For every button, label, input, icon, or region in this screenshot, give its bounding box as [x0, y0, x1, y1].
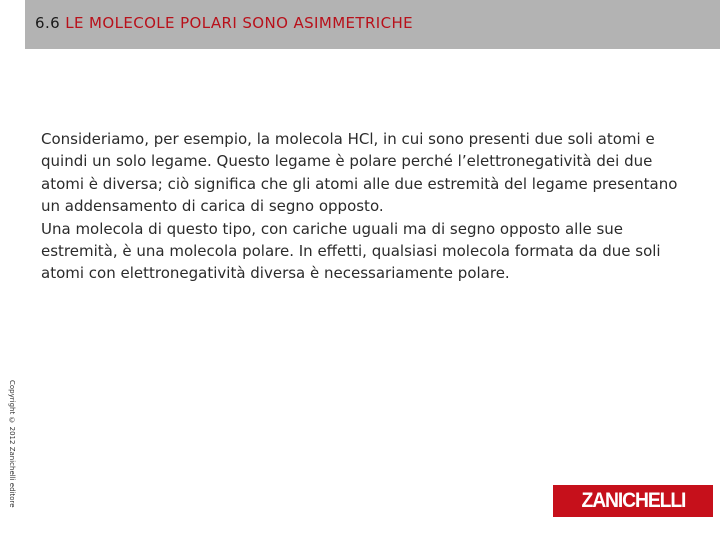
- section-number: 6.6: [35, 14, 61, 32]
- header-bar: [25, 0, 720, 49]
- copyright-notice: Copyright © 2012 Zanichelli editore: [8, 380, 16, 508]
- paragraph-1: Consideriamo, per esempio, la molecola HCl, in cui sono presenti due soli atomi e quindi un solo legame. Questo legame è polare perché l’elettronegatività dei due atomi è diversa; ciò significa che gli atomi alle due estremità del legame presentano un addensamento di carica di segno opposto.: [41, 130, 678, 216]
- zanichelli-logo: [553, 485, 713, 517]
- paragraph-2: Una molecola di questo tipo, con cariche uguali ma di segno opposto alle sue estremità, è una molecola polare. In effetti, qualsiasi molecola formata da due soli atomi con elettronegatività diversa è necessariamente polare.: [41, 219, 661, 283]
- slide-title: [35, 14, 413, 32]
- title-text: LE MOLECOLE POLARI SONO ASIMMETRICHE: [65, 14, 414, 32]
- body-text: [41, 128, 691, 285]
- logo-text: ZANICHELLI: [581, 489, 685, 512]
